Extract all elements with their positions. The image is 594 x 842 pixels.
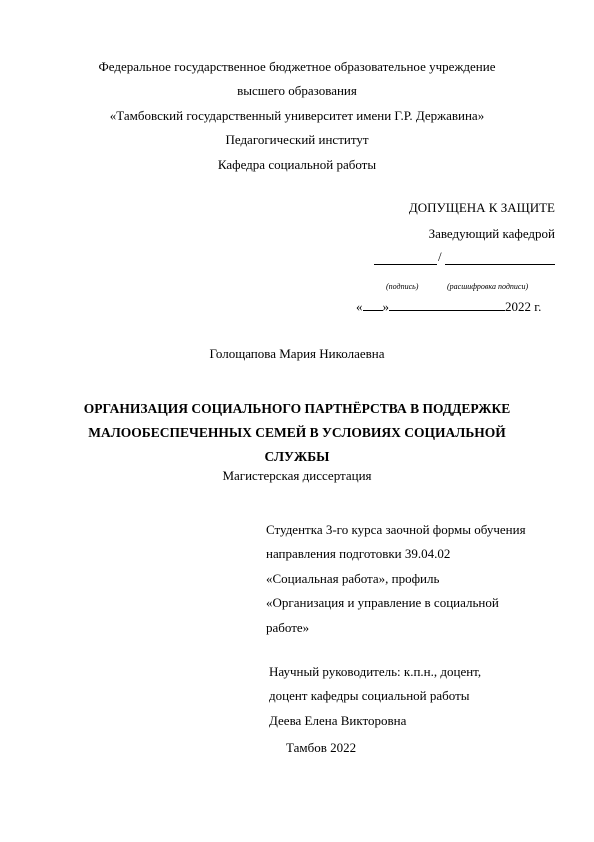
title-line-2: МАЛООБЕСПЕЧЕННЫХ СЕМЕЙ В УСЛОВИЯХ СОЦИАЛЬНОЙ (88, 425, 506, 440)
institution-line-4: Педагогический институт (225, 132, 369, 148)
student-info (266, 518, 566, 640)
work-type: Магистерская диссертация (222, 468, 372, 483)
city-year: Тамбов 2022 (286, 740, 357, 755)
student-line-1: Студентка 3-го курса заочной формы обучения (266, 522, 526, 537)
institution-line-5: Кафедра социальной работы (217, 156, 377, 172)
signature-decoding-blank (445, 264, 555, 265)
approval-date (356, 299, 541, 315)
approval-role: Заведующий кафедрой (428, 226, 555, 241)
institution-line-1: Федеральное государственное бюджетное образовательное учреждение (98, 59, 496, 74)
date-year: 2022 г. (505, 299, 542, 314)
date-close-quote: » (382, 299, 389, 314)
institution-line-2: высшего образования (237, 83, 357, 99)
thesis-title (60, 397, 534, 469)
caption-signature: (подпись) (386, 282, 419, 291)
advisor-info (269, 660, 569, 733)
date-day-blank (363, 299, 383, 311)
advisor-line-2: доцент кафедры социальной работы (269, 688, 470, 704)
signature-blank (374, 264, 437, 265)
caption-decoding: (расшифровка подписи) (447, 282, 529, 291)
signature-line (374, 249, 555, 265)
advisor-line-3: Деева Елена Викторовна (269, 712, 407, 728)
author-name: Голощапова Мария Николаевна (209, 346, 385, 361)
title-line-3: СЛУЖБЫ (264, 449, 330, 464)
approval-heading: ДОПУЩЕНА К ЗАЩИТЕ (408, 200, 555, 215)
advisor-line-1: Научный руководитель: к.п.н., доцент, (269, 664, 482, 679)
student-line-3: «Социальная работа», профиль (266, 570, 440, 586)
date-open-quote: « (356, 299, 363, 314)
signature-slash: / (438, 249, 442, 264)
student-line-5: работе» (266, 619, 310, 635)
student-line-4: «Организация и управление в социальной (266, 595, 499, 611)
institution-line-3: «Тамбовский государственный университет имени Г.Р. Державина» (109, 107, 485, 123)
student-line-2: направления подготовки 39.04.02 (266, 546, 451, 562)
title-line-1: ОРГАНИЗАЦИЯ СОЦИАЛЬНОГО ПАРТНЁРСТВА В ПОДДЕРЖКЕ (83, 401, 511, 416)
date-month-blank (389, 299, 505, 311)
institution-header (0, 55, 594, 177)
